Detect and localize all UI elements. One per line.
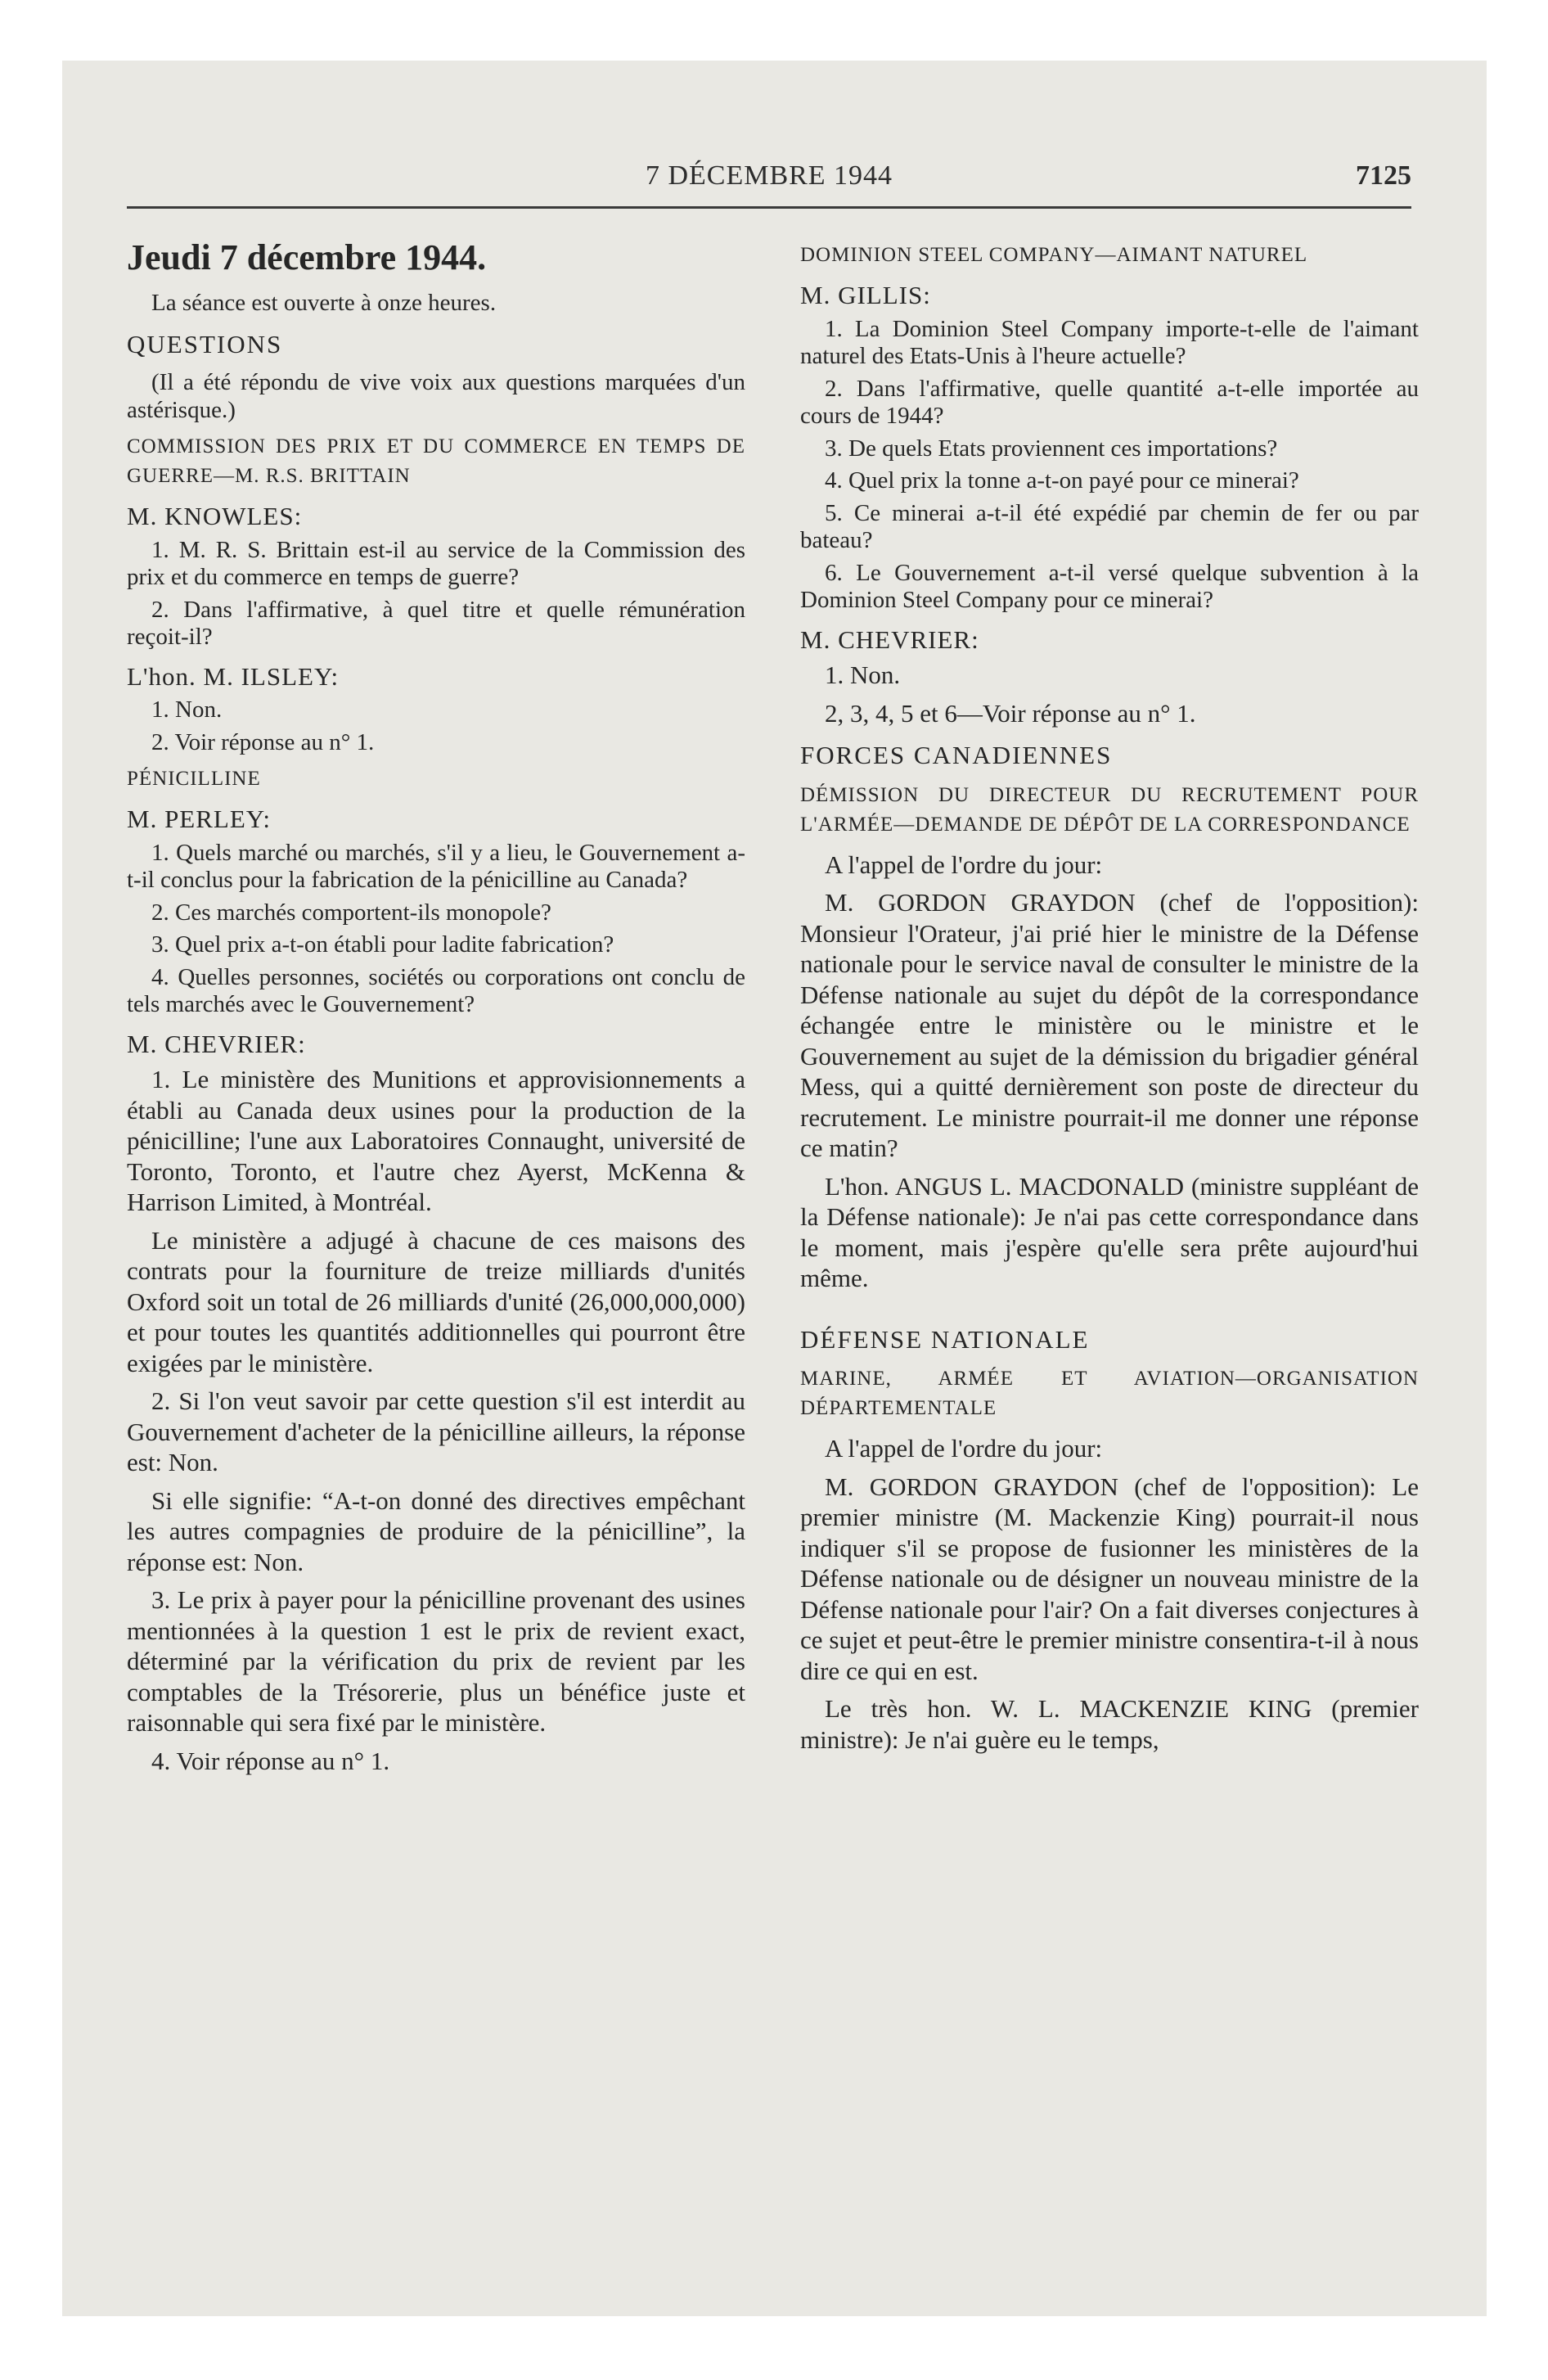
left-column — [127, 223, 745, 1783]
speaker-name: L'hon. M. ILSLEY: — [127, 661, 340, 691]
speech: L'hon. ANGUS L. MACDONALD (ministre suppléant de la Défense nationale): Je n'ai pas cette correspondance dans le moment, mais j'espère qu'elle sera prête aujourd'hui même. — [800, 1171, 1419, 1292]
question-item: 1. La Dominion Steel Company importe-t-elle de l'aimant naturel des Etats-Unis à l'heure actuelle? — [800, 315, 1419, 369]
speech: M. GORDON GRAYDON (chef de l'opposition): Le premier ministre (M. Mackenzie King) pourrait-il nous indiquer s'il se propose de fusionner les ministères de la Défense nationale ou de désigner un nouveau ministre de la Défense nationale pour l'air? On a fait diverses conjectures à ce sujet et peut-être le premier ministre consentira-t-il à nous dire ce qui en est. — [800, 1472, 1419, 1685]
sitting-title: Jeudi 7 décembre 1944. — [127, 237, 487, 277]
answer-item: Si elle signifie: “A-t-on donné des directives empêchant les autres compagnies de produire de la pénicilline”, la réponse est: Non. — [127, 1485, 745, 1576]
question-item: 2. Dans l'affirmative, à quel titre et quelle rémunération reçoit-il? — [127, 596, 745, 650]
speaker-name: M. CHEVRIER: — [127, 1029, 306, 1058]
opening-text: La séance est ouverte à onze heures. — [151, 290, 497, 316]
answer-item: 3. Le prix à payer pour la pénicilline provenant des usines mentionnées à la question 1 est le prix de revient exact, déterminé par la vérification du prix de revient par les comptables de la Trésorerie, plus un bénéfice juste et raisonnable qui sera fixé par le ministère. — [127, 1585, 745, 1737]
subject-heading: PÉNICILLINE — [127, 768, 261, 790]
answer-item: 1. Non. — [825, 660, 901, 689]
question-item: 6. Le Gouvernement a-t-il versé quelque subvention à la Dominion Steel Company pour ce minerai? — [800, 559, 1419, 613]
page-date: 7 DÉCEMBRE 1944 — [645, 160, 893, 191]
order-of-day: A l'appel de l'ordre du jour: — [825, 1434, 1103, 1463]
answer-item: 2. Si l'on veut savoir par cette question s'il est interdit au Gouvernement d'acheter de la pénicilline ailleurs, la réponse est: Non. — [127, 1386, 745, 1476]
question-item: 2. Dans l'affirmative, quelle quantité a-t-elle importée au cours de 1944? — [800, 375, 1419, 429]
order-of-day: A l'appel de l'ordre du jour: — [825, 850, 1103, 879]
running-head — [127, 160, 1411, 196]
answer-item: 4. Voir réponse au n° 1. — [151, 1746, 390, 1775]
question-item: 4. Quel prix la tonne a-t-on payé pour ce minerai? — [825, 467, 1299, 494]
answer-item: 1. Non. — [151, 696, 223, 723]
section-heading: FORCES CANADIENNES — [800, 741, 1113, 769]
speaker-name: M. GILLIS: — [800, 281, 931, 309]
speaker-name: M. KNOWLES: — [127, 502, 303, 530]
questions-heading: QUESTIONS — [127, 329, 283, 358]
question-item: 2. Ces marchés comportent-ils monopole? — [151, 899, 551, 926]
speaker-name: M. PERLEY: — [127, 805, 271, 833]
questions-note: (Il a été répondu de vive voix aux questions marquées d'un astérisque.) — [127, 369, 745, 423]
answer-item: 2. Voir réponse au n° 1. — [151, 728, 375, 755]
question-item: 5. Ce minerai a-t-il été expédié par chemin de fer ou par bateau? — [800, 499, 1419, 553]
subject-heading: DOMINION STEEL COMPANY—AIMANT NATUREL — [800, 244, 1308, 266]
question-item: 1. Quels marché ou marchés, s'il y a lieu, le Gouvernement a-t-il conclus pour la fabrication de la pénicilline au Canada? — [127, 839, 745, 893]
speech: Le très hon. W. L. MACKENZIE KING (premier ministre): Je n'ai guère eu le temps, — [800, 1694, 1419, 1754]
question-item: 3. De quels Etats proviennent ces importations? — [825, 435, 1278, 462]
right-column — [800, 223, 1419, 1762]
question-item: 3. Quel prix a-t-on établi pour ladite fabrication? — [151, 931, 614, 958]
speaker-name: M. CHEVRIER: — [800, 624, 979, 654]
answer-item: 2, 3, 4, 5 et 6—Voir réponse au n° 1. — [825, 698, 1196, 728]
subject-heading: DÉMISSION DU DIRECTEUR DU RECRUTEMENT POUR L'ARMÉE—DEMANDE DE DÉPÔT DE LA CORRESPONDANCE — [800, 783, 1419, 836]
question-item: 1. M. R. S. Brittain est-il au service de la Commission des prix et du commerce en temps de guerre? — [127, 536, 745, 590]
answer-item: Le ministère a adjugé à chacune de ces maisons des contrats pour la fourniture de treize milliards d'unités Oxford soit un total de 26 milliards d'unité (26,000,000,000) et pour toutes les quantités additionnelles qui pourront être exigées par le ministère. — [127, 1225, 745, 1377]
subject-heading: MARINE, ARMÉE ET AVIATION—ORGANISATION DÉPARTEMENTALE — [800, 1368, 1419, 1419]
subject-heading: COMMISSION DES PRIX ET DU COMMERCE EN TEMPS DE GUERRE—M. R.S. BRITTAIN — [127, 435, 745, 487]
answer-item: 1. Le ministère des Munitions et approvisionnements a établi au Canada deux usines pour la production de la pénicilline; l'une aux Laboratoires Connaught, université de Toronto, Toronto, et l'autre chez Ayerst, McKenna & Harrison Limited, à Montréal. — [127, 1065, 745, 1216]
page-number: 7125 — [1356, 160, 1411, 191]
question-item: 4. Quelles personnes, sociétés ou corporations ont conclu de tels marchés avec le Gouvernement? — [127, 963, 745, 1017]
header-rule — [127, 206, 1411, 209]
section-heading: DÉFENSE NATIONALE — [800, 1324, 1090, 1354]
speech: M. GORDON GRAYDON (chef de l'opposition): Monsieur l'Orateur, j'ai prié hier le ministre de la Défense nationale pour le service naval de consulter le ministre de la Défense nationale au sujet du dépôt de la correspondance échangée entre le ministère ou le ministre et le Gouvernement au sujet de la démission du brigadier général Mess, qui a quitté dernièrement son poste de directeur du recrutement. Le ministre pourrait-il me donner une réponse ce matin? — [800, 888, 1419, 1162]
